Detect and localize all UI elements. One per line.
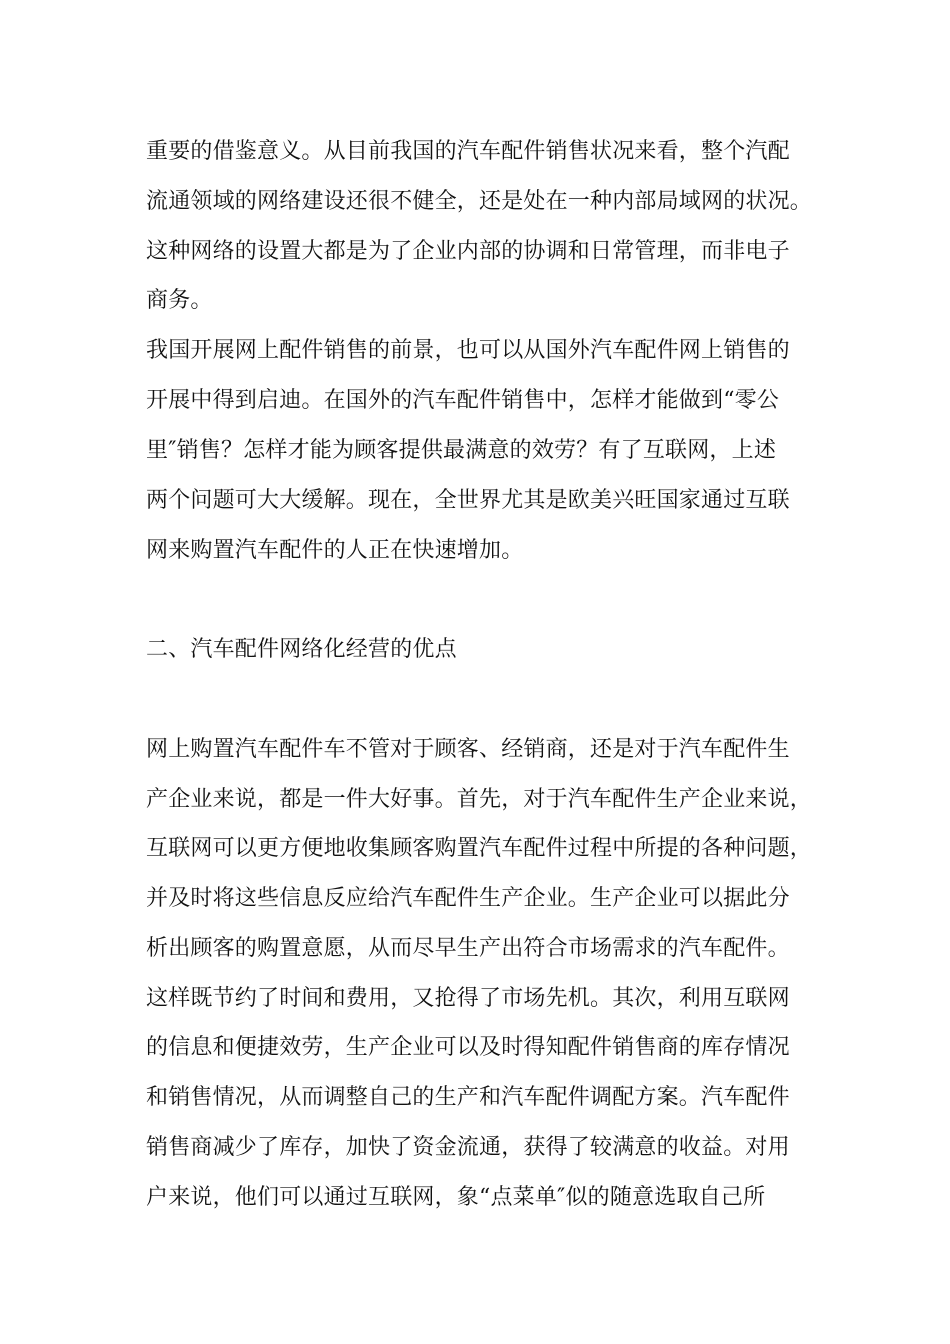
text-line: 重要的借鉴意义。从目前我国的汽车配件销售状况来看，整个汽配 (146, 139, 790, 164)
text-line: 销售商减少了库存，加快了资金流通，获得了较满意的收益。对用 (146, 1135, 790, 1160)
text-line: 的信息和便捷效劳，生产企业可以及时得知配件销售商的库存情况 (146, 1035, 790, 1060)
section-heading: 二、汽车配件网络化经营的优点 (146, 637, 457, 662)
text-line: 网来购置汽车配件的人正在快速增加。 (146, 538, 524, 563)
text-line: 商务。 (146, 288, 213, 313)
text-line: 这种网络的设置大都是为了企业内部的协调和日常管理，而非电子 (146, 239, 790, 264)
text-line: 析出顾客的购置意愿，从而尽早生产出符合市场需求的汽车配件。 (146, 936, 790, 961)
text-line: 户来说，他们可以通过互联网，象“点菜单″似的随意选取自己所 (146, 1185, 766, 1210)
text-line: 互联网可以更方便地收集顾客购置汽车配件过程中所提的各种问题， (146, 836, 813, 861)
text-line: 产企业来说，都是一件大好事。首先，对于汽车配件生产企业来说， (146, 787, 813, 812)
text-line: 开展中得到启迪。在国外的汽车配件销售中，怎样才能做到“零公 (146, 388, 780, 413)
text-line: 流通领域的网络建设还很不健全，还是处在一种内部局域网的状况。 (146, 189, 813, 214)
text-line: 这样既节约了时间和费用，又抢得了市场先机。其次，利用互联网 (146, 986, 790, 1011)
text-line: 并及时将这些信息反应给汽车配件生产企业。生产企业可以据此分 (146, 886, 790, 911)
text-line: 我国开展网上配件销售的前景，也可以从国外汽车配件网上销售的 (146, 338, 790, 363)
text-line: 网上购置汽车配件车不管对于顾客、经销商，还是对于汽车配件生 (146, 737, 790, 762)
text-line: 两个问题可大大缓解。现在，全世界尤其是欧美兴旺国家通过互联 (146, 488, 790, 513)
text-line: 里″销售？怎样才能为顾客提供最满意的效劳？有了互联网，上述 (146, 438, 777, 463)
text-line: 和销售情况，从而调整自己的生产和汽车配件调配方案。汽车配件 (146, 1085, 790, 1110)
